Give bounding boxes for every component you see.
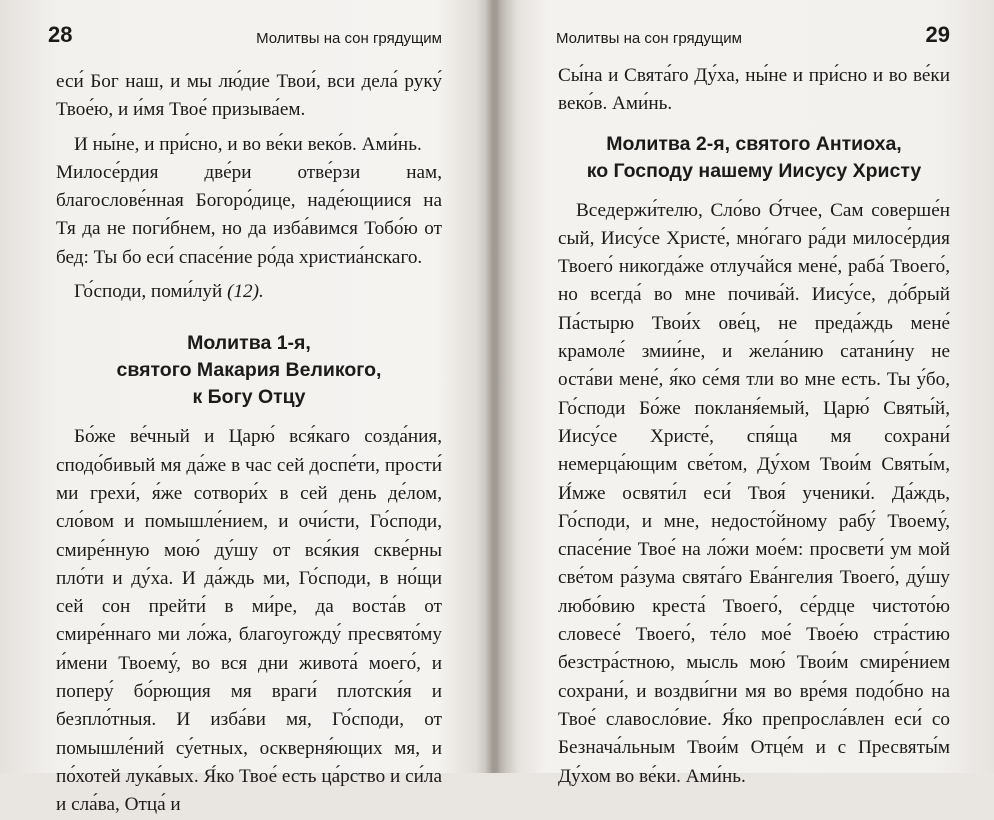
left-paragraph-4-count: (12).	[227, 281, 264, 303]
right-paragraph-1: Сы́на и Свята́го Ду́ха, ны́не и при́сно и во ве́ки веко́в. Ами́нь.	[558, 65, 950, 115]
right-page-number: 29	[925, 22, 950, 47]
right-page-header	[556, 22, 950, 56]
left-page-text	[56, 68, 442, 820]
prayer-2-heading	[558, 131, 950, 185]
right-running-title: Молитвы на сон грядущим	[556, 30, 742, 47]
prayer-1-heading-line-3: к Богу Отцу	[192, 386, 306, 409]
prayer-1-heading	[56, 330, 442, 411]
left-running-title: Молитвы на сон грядущим	[256, 30, 442, 47]
left-page-number: 28	[48, 22, 73, 47]
left-paragraph-4	[56, 278, 442, 306]
left-page-header	[48, 22, 442, 56]
prayer-2-heading-line-1: Молитва 2-я, святого Антиоха,	[606, 132, 902, 155]
right-page-text	[558, 62, 950, 791]
prayer-1-text: Бо́же ве́чный и Царю́ вся́каго созда́ния, сподо́бивый мя да́же в час сей доспе́ти, прости́ ми грехи́, я́же сотвори́х в сей день де́лом, сло́вом и помышле́нием, и очи́сти, Го́споди, смире́нную мою́ ду́шу от вся́кия скве́рны пло́ти и ду́ха. И да́ждь ми, Го́споди, в но́щи сей сон прейти́ в ми́ре, да воста́в от смире́ннаго ми ло́жа, благоугожду́ пресвято́му и́мени Твоему́, во вся дни живота́ моего́, и поперу́ бо́рющия мя враги́ плотски́я и безпло́тныя. И изба́ви мя, Го́споди, от помышле́ний су́етных, оскверня́ющих мя, и по́хотей лука́вых. Я́ко Твое́ есть ца́рство и си́ла и сла́ва, Отца́ и	[56, 426, 442, 816]
prayer-2-text: Вседержи́телю, Сло́во О́тчее, Сам соверше́н сый, Иису́се Христе́, мно́гаго ра́ди милосе́рдия Твоего́ никогда́же отлуча́йся мене́, раба́ Твоего́, но всегда́ во мне почива́й. Иису́се, до́брый Па́стырю Твои́х ове́ц, не преда́ждь мене́ крамоле́ змии́не, и жела́нию сатани́ну не оста́ви мене́, я́ко се́мя тли во мне есть. Ты у́бо, Го́споди Бо́же покланя́емый, Царю́ Святы́й, Иису́се Христе́, спя́ща мя сохрани́ немерца́ющим све́том, Ду́хом Твои́м Святы́м, И́мже освяти́л еси́ Твоя́ ученики́. Да́ждь, Го́споди, и мне, недосто́йному рабу́ Твоему́, спасе́ние Твое́ на ло́жи мое́м: просвети́ ум мой све́том ра́зума свята́го Ева́нгелия Твоего́, ду́шу любо́вию креста́ Твоего́, се́рдце чистото́ю словесе́ Твоего́, те́ло мое́ Твое́ю стра́стию безстра́стною, мысль мою́ Твои́м смире́нием сохрани́, и воздви́гни мя во вре́мя подо́бно на Твое́ славосло́вие. Я́ко препросла́влен еси́ со Безнача́льным Твои́м Отце́м и с Пресвяты́м Ду́хом во ве́ки. Ами́нь.	[558, 199, 950, 787]
prayer-2-heading-line-2: ко Господу нашему Иисусу Христу	[586, 159, 922, 182]
left-paragraph-2: И ны́не, и при́сно, и во ве́ки веко́в. Ами́нь.	[74, 133, 422, 155]
prayer-1-heading-line-1: Молитва 1-я,	[187, 332, 311, 355]
prayer-1-heading-line-2: святого Макария Великого,	[116, 359, 382, 382]
left-paragraph-3: Милосе́рдия две́ри отве́рзи нам, благослове́нная Богоро́дице, наде́ющиися на Тя да не поги́бнем, но да изба́вимся Тобо́ю от бед: Ты бо еси́ спасе́ние ро́да христиа́нскаго.	[56, 161, 442, 268]
right-page	[506, 0, 994, 787]
left-paragraph-1: еси́ Бог наш, и мы лю́дие Твои́, вси дела́ руку́ Твое́ю, и и́мя Твое́ призыва́ем.	[56, 71, 442, 121]
left-paragraph-4-text: Го́споди, поми́луй	[74, 281, 223, 303]
left-page	[0, 0, 486, 816]
